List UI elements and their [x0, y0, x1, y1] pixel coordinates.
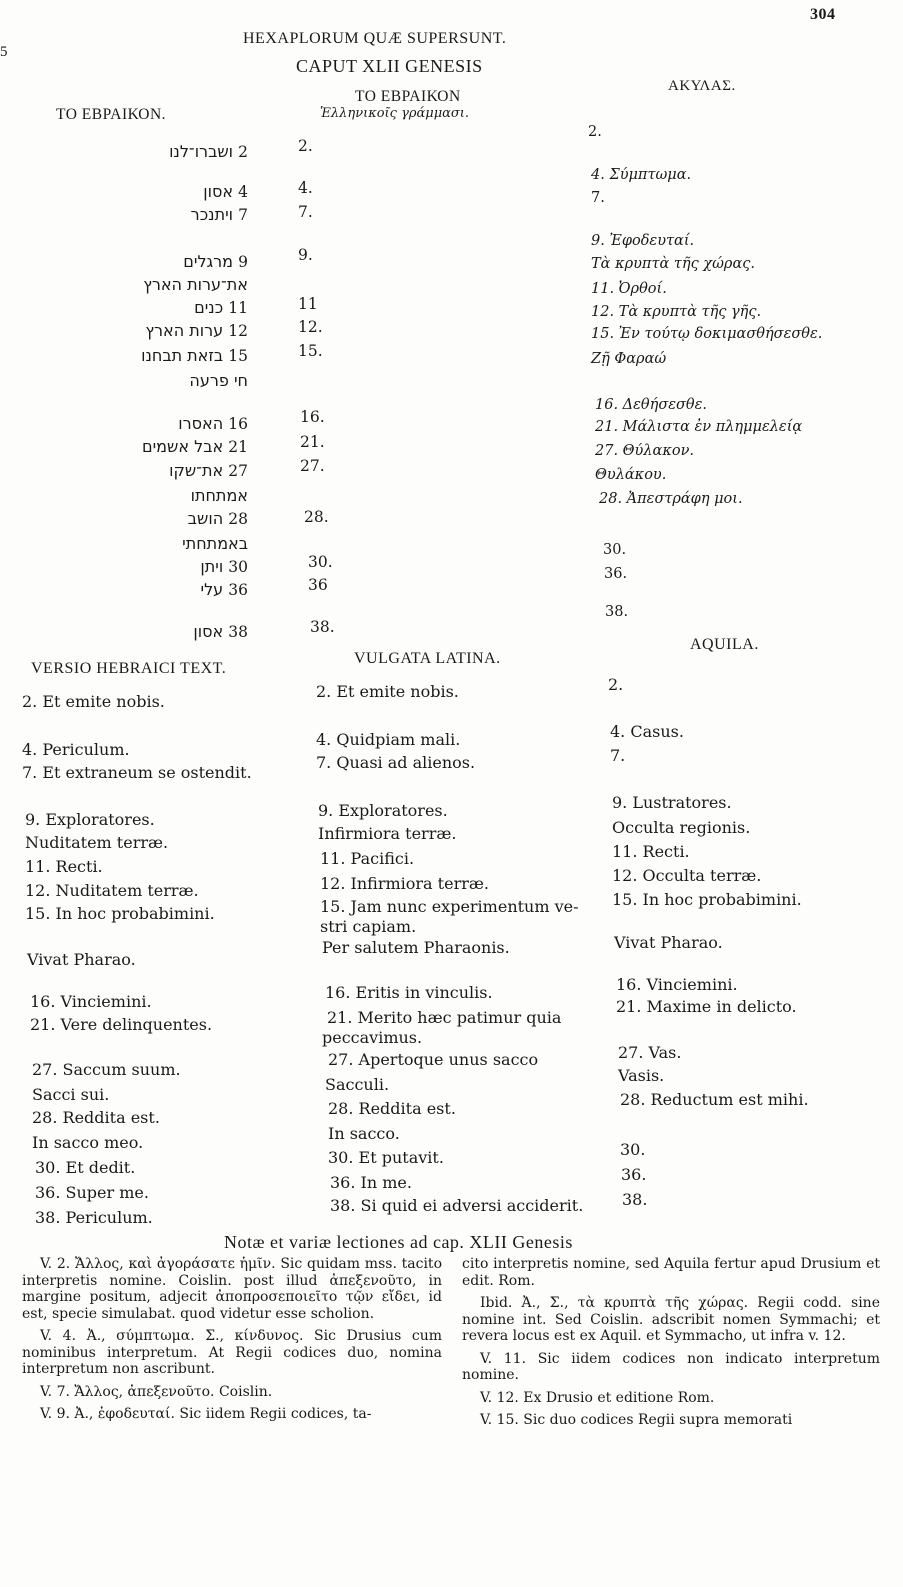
translit-row: 30. [308, 553, 333, 571]
translit-row: 9. [298, 246, 313, 264]
greek-row: 12. Τὰ κρυπτὰ τῆς γῆς. [591, 304, 762, 320]
hebrew-row [191, 486, 248, 505]
translit-row: 16. [300, 408, 325, 426]
aquila-row: 7. [610, 746, 626, 765]
versio-row: 36. Super me. [35, 1183, 149, 1202]
aquila-row: 9. Lustratores. [612, 793, 732, 812]
note-paragraph: V. 7. Ἄλλος, ἀπεξενοῦτο. Coislin. [40, 1383, 273, 1400]
notes-right-column [462, 1256, 880, 1429]
translit-row: 36 [308, 576, 328, 594]
page-number: 304 [810, 6, 836, 23]
versio-row: Sacci sui. [32, 1085, 110, 1104]
hebrew-row [145, 321, 248, 340]
hebrew-text: ויתנכר [190, 205, 234, 224]
translit-row: 11 [298, 295, 318, 313]
hebrew-text: ויתן [200, 557, 224, 576]
hebrew-text: ושברו־לנו [169, 142, 234, 161]
aquila-row: 28. Reductum est mihi. [620, 1090, 809, 1109]
aquila-row: 12. Occulta terræ. [612, 866, 762, 885]
versio-row: In sacco meo. [32, 1133, 144, 1152]
hebrew-row [182, 534, 248, 553]
hebrew-text: אמתחתו [190, 486, 248, 505]
greek-row: 15. Ἐν τούτῳ δοκιμασθήσεσθε. [591, 326, 823, 342]
vulgata-row: Sacculi. [325, 1075, 390, 1094]
versio-row: 21. Vere delinquentes. [30, 1015, 213, 1034]
versio-row: 2. Et emite nobis. [22, 692, 165, 711]
verse-number: 38 [228, 623, 248, 641]
translit-row: 28. [304, 508, 329, 526]
versio-row: 7. Et extraneum se ostendit. [22, 763, 252, 782]
versio-heading: VERSIO HEBRAICI TEXT. [31, 660, 227, 677]
hebrew-row [191, 205, 248, 224]
verse-number: 28 [228, 510, 248, 528]
note-paragraph: V. 4. Ἀ., σύμπτωμα. Σ., κίνδυνος. Sic Drusius cum nominibus interpretum. At Regii codices duo, nomina interpretum non ascribunt. [22, 1328, 442, 1377]
greek-row: 4. Σύμπτωμα. [591, 167, 692, 183]
versio-row: 28. Reddita est. [32, 1108, 160, 1127]
aquila-row: 2. [608, 675, 624, 694]
aquila-row: 36. [621, 1165, 647, 1184]
greek-row: 28. Ἀπεστράφη μοι. [599, 491, 743, 507]
greek-row: 30. [603, 542, 627, 558]
aquila-greek-heading: ΑΚΥΛΑΣ. [668, 78, 736, 94]
translit-row: 12. [298, 318, 323, 336]
aquila-row: 16. Vinciemini. [616, 975, 738, 994]
verse-number: 2 [238, 143, 248, 161]
hebrew-text: אסון [193, 622, 224, 641]
greek-row: 27. Θύλακον. [595, 443, 695, 459]
hebrew-row [142, 437, 248, 456]
hebrew-heading: ΤΟ ΕΒΡΑΙΚΟΝ. [56, 106, 167, 123]
notes-left-column [22, 1256, 442, 1423]
vulgata-row: Infirmiora terræ. [318, 824, 457, 843]
verse-number: 36 [228, 581, 248, 599]
hebrew-row [141, 346, 248, 365]
verse-number: 7 [238, 206, 248, 224]
translit-row: 4. [298, 179, 313, 197]
hebrew-text: עלי [200, 580, 224, 599]
translit-heading: ΤΟ ΕΒΡΑΙΚΟΝ [355, 88, 461, 105]
versio-row: Nuditatem terræ. [25, 833, 169, 852]
vulgata-row: 4. Quidpiam mali. [316, 730, 461, 749]
vulgata-row: Per salutem Pharaonis. [322, 938, 510, 957]
vulgata-row: peccavimus. [322, 1028, 423, 1047]
translit-subheading: Ἑλληνικοῖς γράμμασι. [320, 106, 470, 121]
hebrew-row [143, 275, 248, 294]
translit-row: 21. [300, 433, 325, 451]
hebrew-text: האסרו [178, 414, 224, 433]
vulgata-row: In sacco. [328, 1124, 400, 1143]
hebrew-row [169, 461, 248, 480]
hebrew-row [183, 252, 248, 271]
vulgata-row: 28. Reddita est. [328, 1099, 456, 1118]
page-mark: 5 [0, 44, 8, 60]
hebrew-row [188, 509, 248, 528]
translit-row: 7. [298, 203, 313, 221]
hebrew-text: מרגלים [183, 252, 234, 271]
greek-row: Τὰ κρυπτὰ τῆς χώρας. [591, 256, 755, 272]
versio-row: 15. In hoc probabimini. [25, 904, 215, 923]
greek-row: Ζῇ Φαραώ [591, 351, 667, 367]
hebrew-row [203, 182, 248, 201]
note-paragraph: V. 9. Ἀ., ἐφοδευταί. Sic iidem Regii codices, ta- [40, 1406, 372, 1422]
note-paragraph: cito interpretis nomine, sed Aquila fertur apud Drusium et edit. Rom. [462, 1256, 880, 1289]
hebrew-text: אסון [203, 182, 234, 201]
versio-row: 11. Recti. [25, 857, 103, 876]
hebrew-row [200, 557, 248, 576]
aquila-row: Vasis. [618, 1066, 665, 1085]
versio-row: 12. Nuditatem terræ. [25, 881, 199, 900]
vulgata-row: 15. Jam nunc experimentum ve- [320, 897, 579, 916]
hebrew-row [189, 371, 248, 390]
verse-number: 12 [228, 322, 248, 340]
greek-row: 36. [604, 566, 628, 582]
vulgata-row: 2. Et emite nobis. [316, 682, 459, 701]
verse-number: 27 [228, 462, 248, 480]
greek-row: 11. Ὀρθοί. [591, 281, 667, 297]
greek-row: 9. Ἐφοδευταί. [591, 233, 695, 249]
chapter-title: CAPUT XLII GENESIS [296, 56, 483, 76]
aquila-row: 21. Maxime in delicto. [616, 997, 797, 1016]
greek-row: Θυλάκου. [595, 467, 667, 483]
vulgata-row: 9. Exploratores. [318, 801, 448, 820]
hebrew-text: חי פרעה [189, 371, 248, 390]
vulgata-row: 27. Apertoque unus sacco [328, 1050, 539, 1069]
aquila-row: 4. Casus. [610, 722, 684, 741]
hebrew-row [193, 622, 248, 641]
aquila-row: 30. [620, 1140, 646, 1159]
verse-number: 11 [228, 299, 248, 317]
hebrew-text: כנים [194, 298, 224, 317]
hebrew-row [200, 580, 248, 599]
hebrew-text: בזאת תבחנו [141, 346, 224, 365]
hebrew-text: הושב [187, 509, 224, 528]
hebrew-text: ערות הארץ [145, 321, 224, 340]
vulgata-row: 30. Et putavit. [328, 1148, 444, 1167]
versio-row: 30. Et dedit. [35, 1158, 136, 1177]
versio-row: 38. Periculum. [35, 1208, 153, 1227]
vulgata-row: 16. Eritis in vinculis. [325, 983, 493, 1002]
vulgata-row: 12. Infirmiora terræ. [320, 874, 489, 893]
note-paragraph: V. 12. Ex Drusio et editione Rom. [480, 1389, 715, 1406]
aquila-row: 38. [622, 1190, 648, 1209]
translit-row: 27. [300, 457, 325, 475]
aquila-row: 15. In hoc probabimini. [612, 890, 802, 909]
aquila-latin-heading: AQUILA. [690, 636, 759, 653]
hebrew-text: את־ערות הארץ [143, 275, 248, 294]
hebrew-row [194, 298, 248, 317]
hebrew-row [178, 414, 248, 433]
hebrew-text: באמתחתי [182, 534, 248, 553]
versio-row: 16. Vinciemini. [30, 992, 152, 1011]
verse-number: 21 [228, 438, 248, 456]
greek-row: 2. [588, 124, 602, 140]
verse-number: 15 [228, 347, 248, 365]
aquila-row: Vivat Pharao. [614, 933, 723, 952]
hebrew-text: את־שקו [169, 461, 224, 480]
hebrew-text: אבל אשמים [141, 437, 224, 456]
vulgata-row: 11. Pacifici. [320, 849, 415, 868]
verse-number: 30 [228, 558, 248, 576]
vulgata-row: 21. Merito hæc patimur quia [327, 1008, 562, 1027]
versio-row: Vivat Pharao. [27, 950, 136, 969]
verse-number: 16 [228, 415, 248, 433]
verse-number: 4 [238, 183, 248, 201]
greek-row: 21. Μάλιστα ἐν πλημμελείᾳ [595, 419, 803, 435]
running-title: HEXAPLORUM QUÆ SUPERSUNT. [243, 30, 507, 47]
greek-row: 16. Δεθήσεσθε. [595, 397, 708, 413]
note-paragraph: V. 15. Sic duo codices Regii supra memorati [480, 1412, 793, 1428]
vulgata-row: 36. In me. [330, 1173, 412, 1192]
aquila-row: 27. Vas. [618, 1043, 682, 1062]
notes-heading: Notæ et variæ lectiones ad cap. XLII Genesis [224, 1232, 573, 1252]
verse-number: 9 [238, 253, 248, 271]
greek-row: 7. [591, 190, 605, 206]
note-paragraph: Ibid. Ἀ., Σ., τὰ κρυπτὰ τῆς χώρας. Regii codd. sine nomine int. Sed Coislin. adscribit nomen Symmachi; et revera locus est ex Aquil. et Symmacho, ut infra v. 12. [462, 1295, 880, 1344]
vulgata-row: 7. Quasi ad alienos. [316, 753, 476, 772]
aquila-row: 11. Recti. [612, 842, 690, 861]
vulgata-row: 38. Si quid ei adversi acciderit. [330, 1196, 584, 1215]
versio-row: 9. Exploratores. [25, 810, 155, 829]
translit-row: 2. [298, 137, 313, 155]
aquila-row: Occulta regionis. [612, 818, 751, 837]
hebrew-row [169, 142, 248, 161]
versio-row: 4. Periculum. [22, 740, 130, 759]
translit-row: 15. [298, 342, 323, 360]
vulgata-row: stri capiam. [320, 917, 417, 936]
note-paragraph: V. 2. Ἄλλος, καὶ ἀγοράσατε ἡμῖν. Sic quidam mss. tacito interpretis nomine. Coislin. post illud ἀπεξενοῦτο, in margine positum, adjecit ἀποπροσεποιεῖτο τῷν εἴδει, id est, specie simulabat. quod videtur esse scholion. [22, 1256, 442, 1322]
versio-row: 27. Saccum suum. [32, 1060, 181, 1079]
vulgata-heading: VULGATA LATINA. [354, 650, 501, 667]
note-paragraph: V. 11. Sic iidem codices non indicato interpretum nomine. [462, 1350, 880, 1383]
greek-row: 38. [605, 604, 629, 620]
translit-row: 38. [310, 618, 335, 636]
